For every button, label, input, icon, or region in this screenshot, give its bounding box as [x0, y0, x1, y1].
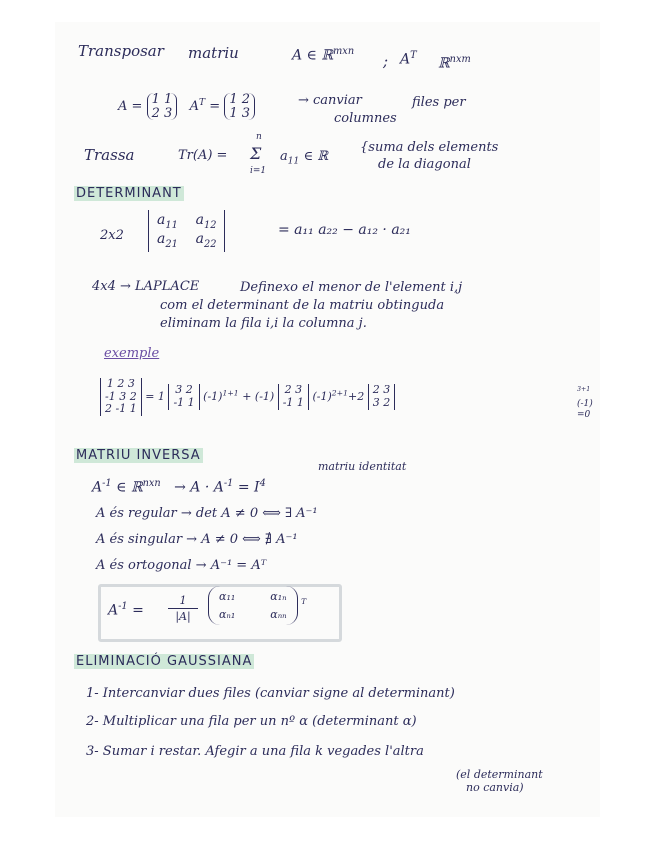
transpose-arrow-note: → canviar: [298, 93, 362, 108]
inverse-alpha-matrix: α₁₁ α₁ₙ αₙ₁ αₙₙ $^T$: [208, 586, 306, 625]
laplace-example: 1 2 3 -1 3 2 2 -1 1 = 1 3 2 -1 1 $(-1)^{1+1} + (-1)$ 2 3 -1 1 $(-1)^{2+1}+2$ 2 3 3 2: [100, 378, 395, 416]
laplace-line-2: com el determinant de la matriu obtinguda: [160, 298, 445, 313]
transpose-matrix-word: matriu: [188, 44, 239, 62]
example-cofactor-3: 2 3 3 2: [368, 384, 396, 409]
trace-note-2: de la diagonal: [378, 157, 471, 172]
determinant-4x4-laplace: 4x4 → LAPLACE: [92, 279, 200, 294]
trace-label: Trassa: [84, 146, 135, 164]
inverse-singular: A és singular → A ≠ 0 ⟺ ∄ A⁻¹: [96, 532, 298, 547]
trace-sum: Σ: [250, 144, 262, 163]
transpose-note-columns: columnes: [334, 111, 397, 126]
determinant-2x2-matrix: $a_{11}$ $a_{12}$ $a_{21}$ $a_{22}$: [148, 210, 225, 252]
inverse-heading: MATRIU INVERSA: [76, 448, 201, 463]
trace-note-1: {suma dels elements: [360, 140, 499, 155]
gauss-step-3: 3- Sumar i restar. Afegir a una fila k vegades l'altra: [86, 744, 424, 759]
transpose-example: A = 1 1 2 3 $A^T = 1$ 2 1 3: [118, 93, 255, 120]
matrix-a: 1 1 2 3: [147, 93, 178, 120]
example-label: exemple: [104, 346, 160, 361]
trace-sum-bottom: i=1: [250, 166, 267, 176]
example-cofactor-1: 3 2 -1 1: [168, 384, 199, 409]
gauss-step-3-note-2: no canvia): [466, 781, 524, 794]
transpose-note-files: files per: [412, 95, 466, 110]
inverse-formula-lhs: $A^{-1}$ =: [108, 601, 144, 619]
trace-term: $a_{11}$ ∈ ℝ: [280, 149, 329, 167]
determinant-2x2-label: 2x2: [100, 228, 124, 243]
example-matrix-3x3: 1 2 3 -1 3 2 2 -1 1: [100, 378, 142, 416]
matrix-a-transpose: 1 2 1 3: [224, 93, 255, 120]
trace-sum-top: n: [256, 132, 262, 142]
inverse-regular: A és regular → det A ≠ 0 ⟺ ∃ A⁻¹: [96, 506, 318, 521]
transpose-a-in-r: A ∈ ℝ$^{mxn}$: [292, 46, 355, 64]
transpose-r-nxm: ℝ$^{nxm}$: [438, 54, 471, 72]
example-cofactor-2: 2 3 -1 1: [278, 384, 309, 409]
example-tail: $^{3+1}$ (-1) =0: [577, 386, 593, 420]
gauss-heading: ELIMINACIÓ GAUSSIANA: [76, 654, 253, 669]
gauss-step-2: 2- Multiplicar una fila per un nº α (determinant α): [86, 714, 417, 729]
inverse-definition: $A^{-1}$ ∈ ℝ$^{nxn}$ → $A \cdot A^{-1} = I^4$: [92, 478, 266, 496]
trace-formula: Tr(A) =: [178, 148, 228, 163]
identity-note: matriu identitat: [318, 460, 407, 473]
laplace-line-1: Definexo el menor de l'element i,j: [240, 280, 463, 295]
gauss-step-3-note-1: (el determinant: [456, 768, 543, 781]
determinant-2x2-result: = a₁₁ a₂₂ − a₁₂ · a₂₁: [278, 222, 411, 238]
inverse-fraction: 1 |A|: [168, 594, 198, 623]
gauss-step-1: 1- Intercanviar dues files (canviar signe al determinant): [86, 686, 455, 701]
determinant-heading: DETERMINANT: [76, 186, 182, 201]
transpose-semicolon: ;: [383, 52, 389, 70]
laplace-line-3: eliminam la fila i,i la columna j.: [160, 316, 367, 331]
inverse-orthogonal: A és ortogonal → A⁻¹ = Aᵀ: [96, 558, 267, 573]
transpose-at: $A^T$: [400, 50, 417, 68]
transpose-label: Transposar: [78, 42, 164, 60]
